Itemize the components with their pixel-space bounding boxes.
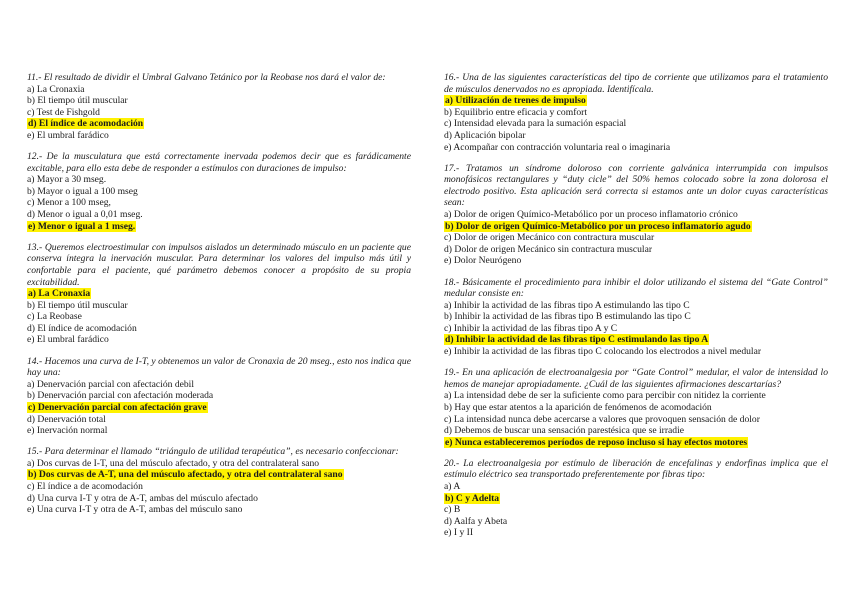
answer-option-text: a) Mayor a 30 mseg. [27, 174, 107, 186]
answer-option [27, 300, 411, 312]
left-column [27, 72, 411, 525]
answer-option-text: c) Denervación parcial con afectación grave [28, 401, 207, 413]
answer-option-text: c) Dolor de origen Mecánico con contractura muscular [444, 232, 655, 244]
answer-option [27, 323, 411, 335]
answer-option [444, 425, 828, 437]
answer-option [444, 142, 828, 154]
answer-option-text: a) Utilización de trenes de impulso [445, 95, 586, 107]
answer-option-text: e) El umbral farádico [27, 129, 109, 141]
answer-option-text: a) La intensidad debe de ser la suficiente como para percibir con nitidez la corriente [444, 390, 766, 402]
answer-option-text: d) Una curva I-T y otra de A-T, ambas del músculo afectado [27, 492, 258, 504]
question-stem: 19.- En una aplicación de electroanalgesia por “Gate Control” medular, el valor de intensidad lo hemos de manejar apropiadamente. ¿Cuál de las siguientes afirmaciones descartarías? [444, 367, 828, 390]
answer-option [444, 516, 828, 528]
answer-option [27, 458, 411, 470]
answer-option-text: e) I y II [444, 527, 474, 539]
answer-option-text: a) Denervación parcial con afectación debil [27, 378, 194, 390]
answer-option [444, 527, 828, 539]
answer-option [444, 107, 828, 119]
correct-answer-option [444, 95, 828, 107]
answer-option-text: c) Intensidad elevada para la sumación espacial [444, 118, 627, 130]
answer-option-text: b) C y Adelta [445, 492, 500, 504]
answer-option [444, 414, 828, 426]
answer-option-text: d) Inhibir la actividad de las fibras tipo C estimulando las tipo A [445, 334, 709, 346]
answer-option [444, 504, 828, 516]
answer-option-text: c) Test de Fishgold [27, 106, 100, 118]
answer-option-text: b) Dos curvas de A-T, una del músculo afectado, y otra del contralateral sano [28, 469, 343, 481]
answer-option [444, 232, 828, 244]
question-stem: 11.- El resultado de dividir el Umbral Galvano Tetánico por la Reobase nos dará el valor de: [27, 72, 386, 83]
answer-option-text: d) El índice de acomodación [28, 118, 144, 130]
answer-option [27, 209, 411, 221]
answer-option-text: e) Inervación normal [27, 425, 108, 437]
question-block [27, 151, 411, 232]
answer-option [444, 118, 828, 130]
answer-option [27, 493, 411, 505]
answer-option-text: d) El índice de acomodación [27, 322, 137, 334]
answer-option-text: a) Dolor de origen Químico-Metabólico por un proceso inflamatorio crónico [444, 209, 738, 221]
answer-option-text: b) El tiempo útil muscular [27, 299, 128, 311]
question-stem: 18.- Básicamente el procedimiento para inhibir el dolor utilizando el sistema del “Gate Control” medular consiste en: [444, 276, 828, 300]
correct-answer-option [27, 288, 411, 300]
question-block [444, 163, 828, 267]
correct-answer-option [444, 437, 828, 449]
answer-option [27, 414, 411, 426]
correct-answer-option [27, 402, 411, 414]
answer-option [444, 311, 828, 323]
answer-option-text: a) La Cronaxia [28, 288, 91, 300]
answer-option [444, 300, 828, 312]
answer-option-text: b) Dolor de origen Químico-Metabólico por un proceso inflamatorio agudo [445, 220, 751, 232]
answer-option-text: b) Hay que estar atentos a la aparición de fenómenos de acomodación [444, 401, 712, 413]
answer-option-text: b) Mayor o igual a 100 mseg [27, 185, 138, 197]
answer-option [27, 334, 411, 346]
question-block [27, 356, 411, 437]
answer-option-text: d) Menor o igual a 0,01 mseg. [27, 209, 143, 221]
question-block [27, 72, 411, 142]
answer-option-text: c) La Reobase [27, 311, 82, 323]
answer-option-text: e) Acompañar con contracción voluntaria real o imaginaria [444, 141, 671, 153]
answer-option-text: c) El índice a de acomodación [27, 481, 143, 492]
answer-option [444, 209, 828, 221]
answer-option [444, 346, 828, 358]
question-block [444, 367, 828, 448]
answer-option-text: d) Denervación total [27, 413, 106, 425]
answer-option-text: e) Dolor Neurógeno [444, 255, 522, 267]
answer-option [27, 186, 411, 198]
answer-option-text: b) Inhibir la actividad de las fibras tipo B estimulando las tipo C [444, 311, 691, 323]
answer-option-text: a) La Cronaxia [27, 83, 85, 95]
answer-option [27, 84, 411, 96]
answer-option-text: e) Nunca estableceremos períodos de reposo incluso si hay efectos motores [445, 436, 748, 448]
correct-answer-option [27, 469, 411, 481]
answer-option [444, 255, 828, 267]
answer-option [444, 402, 828, 414]
correct-answer-option [444, 221, 828, 233]
question-block [444, 458, 828, 539]
question-stem: 15.- Para determinar el llamado “triángulo de utilidad terapéutica”, es necesario confeccionar: [27, 446, 399, 458]
question-block [444, 277, 828, 358]
answer-option-text: a) Dos curvas de I-T, una del músculo afectado, y otra del contralateral sano [27, 457, 320, 469]
answer-option [27, 390, 411, 402]
answer-option [27, 174, 411, 186]
question-stem: 12.- De la musculatura que está correctamente inervada podemos decir que es farádicamente excitable, para ello esta debe de responder a estímulos con duraciones de impulso: [27, 151, 411, 174]
answer-option-text: c) Inhibir la actividad de las fibras tipo A y C [444, 322, 618, 334]
answer-option-text: c) B [444, 504, 461, 516]
question-stem: 20.- La electroanalgesia por estímulo de liberación de encefalinas y endorfinas implica que el estímulo eléctrico sea transportado preferentemente por fibras tipo: [444, 457, 828, 481]
answer-option-text: c) La intensidad nunca debe acercarse a valores que provoquen sensación de dolor [444, 413, 760, 425]
answer-option-text: b) Equilibrio entre eficacia y comfort [444, 106, 588, 118]
question-block [27, 242, 411, 346]
answer-option [27, 504, 411, 516]
correct-answer-option [27, 118, 411, 130]
answer-option [444, 130, 828, 142]
answer-option [27, 311, 411, 323]
correct-answer-option [444, 334, 828, 346]
answer-option [27, 379, 411, 391]
question-stem: 16.- Una de las siguientes características del tipo de corriente que utilizamos para el tratamiento de músculos denervados no es apropiada. Identifícala. [444, 72, 828, 95]
answer-option [27, 197, 411, 209]
answer-option-text: e) El umbral farádico [27, 334, 109, 346]
question-block [27, 446, 411, 516]
question-stem: 13.- Queremos electroestimular con impulsos aislados un determinado músculo en un paciente que conserva íntegra la inervación muscular. Para determinar los valores del impulso más útil y confortable para el paciente, qué parámetro debemos conocer a propósito de su propia excitabilidad. [27, 241, 411, 288]
answer-option [444, 244, 828, 256]
answer-option-text: d) Debemos de buscar una sensación parestésica que se irradie [444, 425, 685, 437]
answer-option-text: e) Menor o igual a 1 mseg. [28, 220, 136, 232]
answer-option [444, 323, 828, 335]
answer-option [27, 130, 411, 142]
answer-option-text: d) Aplicación bipolar [444, 129, 526, 141]
answer-option-text: b) El tiempo útil muscular [27, 95, 128, 107]
answer-option [27, 481, 411, 493]
question-stem: 14.- Hacemos una curva de I-T, y obtenemos un valor de Cronaxia de 20 mseg., esto nos indica que hay una: [27, 355, 411, 379]
answer-option-text: d) Dolor de origen Mecánico sin contractura muscular [444, 243, 653, 255]
answer-option [444, 390, 828, 402]
answer-option-text: a) Inhibir la actividad de las fibras tipo A estimulando las tipo C [444, 299, 690, 311]
answer-option [27, 95, 411, 107]
correct-answer-option [444, 493, 828, 505]
answer-option-text: a) A [444, 481, 461, 492]
question-stem: 17.- Tratamos un síndrome doloroso con corriente galvánica interrumpida con impulsos monofásicos rectangulares y “duty cicle” del 50% hemos colocado sobre la zona dolorosa el electrodo positivo. Esta aplicación será correcta si estamos ante un dolor cuyas características sean: [444, 162, 828, 209]
answer-option [27, 107, 411, 119]
answer-option-text: c) Menor a 100 mseg, [27, 197, 111, 209]
right-column [444, 72, 828, 548]
question-block [444, 72, 828, 153]
answer-option-text: d) Aalfa y Abeta [444, 515, 508, 527]
answer-option-text: e) Una curva I-T y otra de A-T, ambas del músculo sano [27, 504, 243, 516]
answer-option-text: e) Inhibir la actividad de las fibras tipo C colocando los electrodos a nivel medular [444, 346, 762, 358]
answer-option [444, 481, 828, 493]
answer-option [27, 425, 411, 437]
correct-answer-option [27, 221, 411, 233]
answer-option-text: b) Denervación parcial con afectación moderada [27, 390, 214, 402]
